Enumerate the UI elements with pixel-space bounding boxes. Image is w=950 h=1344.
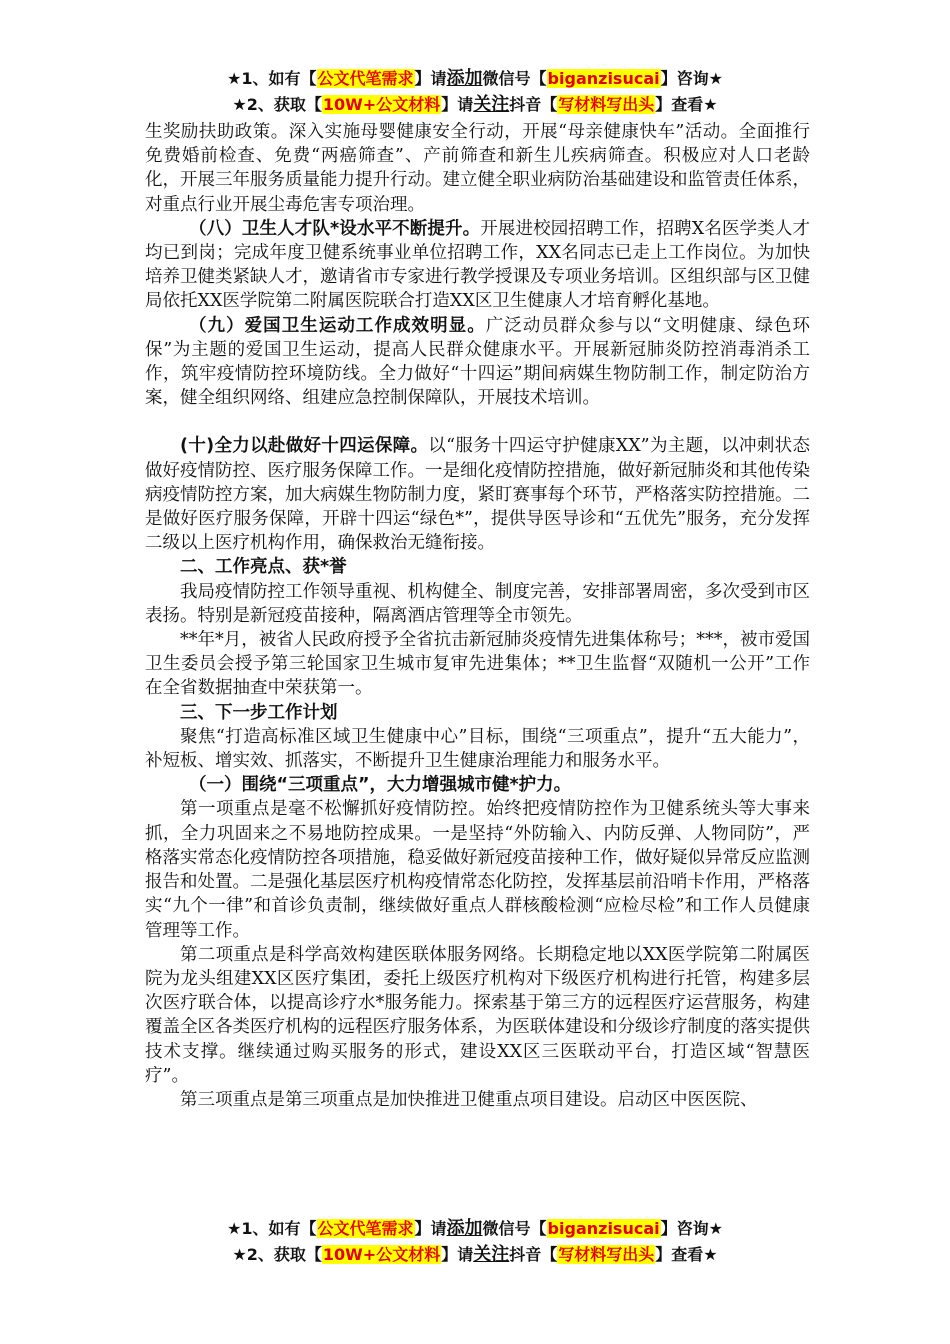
promo-highlight: 10W+公文材料 bbox=[322, 1245, 441, 1264]
subheading-1: （一）围绕“三项重点”，大力增强城市健*护力。 bbox=[189, 775, 572, 796]
promo-banner-top-line1: ★1、如有【公文代笔需求】请添加微信号【biganzisucai】咨询★ bbox=[227, 68, 723, 89]
promo-underline: 关注 bbox=[473, 94, 510, 115]
section-10: (十)全力以赴做好十四运保障。以“服务十四运守护健康XX”为主题，以冲刺状态做好疫情防控、医疗服务保障工作。一是细化疫情防控措施，做好新冠肺炎和其他传染病疫情防控方案，加大病媒生物防制力度，紧盯赛事每个环节，严格落实防控措施。二是做好医疗服务保障，开辟十四运“绿色*”，提供导医导诊和“五优先”服务，充分发挥二级以上医疗机构作用，确保救治无缝衔接。 bbox=[145, 436, 810, 554]
blank-line bbox=[145, 410, 810, 434]
section-heading: （九）爱国卫生运动工作成效明显。 bbox=[189, 315, 486, 336]
promo-wechat-id: biganzisucai bbox=[547, 69, 660, 88]
heading-2: 二、工作亮点、获*誉 bbox=[180, 557, 347, 578]
promo-douyin-id: 写材料写出头 bbox=[558, 95, 655, 114]
promo-banner-top-line2: ★2、获取【10W+公文材料】请关注抖音【写材料写出头】查看★ bbox=[232, 94, 718, 115]
section-9: （九）爱国卫生运动工作成效明显。广泛动员群众参与以“文明健康、绿色环保”为主题的爱国卫生运动，提高人民群众健康水平。开展新冠肺炎防控消毒消杀工作，筑牢疫情防控环境防线。全力做好“十四运”期间病媒生物防制工作，制定防治方案，健全组织网络、组建应急控制保障队，开展技术培训。 bbox=[145, 315, 810, 409]
promo-douyin-id: 写材料写出头 bbox=[558, 1245, 655, 1264]
section-heading: (十)全力以赴做好十四运保障。 bbox=[180, 436, 429, 457]
paragraph: 生奖励扶助政策。深入实施母婴健康安全行动，开展“母亲健康快车”活动。全面推行免费婚前检查、免费“两癌筛查”、产前筛查和新生儿疾病筛查。积极应对人口老龄化，开展三年服务质量能力提升行动。建立健全职业病防治基础建设和监管责任体系，对重点行业开展尘毒危害专项治理。 bbox=[145, 122, 810, 215]
section-heading: （八）卫生人才队*设水平不断提升。 bbox=[189, 218, 481, 239]
promo-underline: 添加 bbox=[446, 1218, 483, 1239]
paragraph: **年*月，被省人民政府授予全省抗击新冠肺炎疫情先进集体称号；***，被市爱国卫生委员会授予第三轮国家卫生城市复审先进集体；**卫生监督“双随机一公开”工作在全省数据抽查中荣获第一。 bbox=[145, 630, 810, 699]
promo-highlight: 公文代笔需求 bbox=[317, 1219, 414, 1238]
promo-banner-bottom-line2: ★2、获取【10W+公文材料】请关注抖音【写材料写出头】查看★ bbox=[232, 1244, 718, 1265]
promo-wechat-id: biganzisucai bbox=[547, 1219, 660, 1238]
paragraph: 第三项重点是第三项重点是加快推进卫健重点项目建设。启动区中医医院、 bbox=[180, 1089, 758, 1110]
paragraph: 第一项重点是毫不松懈抓好疫情防控。始终把疫情防控作为卫健系统头等大事来抓，全力巩固来之不易地防控成果。一是坚持“外防输入、内防反弹、人物同防”，严格落实常态化疫情防控各项措施，稳妥做好新冠疫苗接种工作，做好疑似异常反应监测报告和处置。二是强化基层医疗机构疫情常态化防控，发挥基层前沿哨卡作用，严格落实“九个一律”和首诊负责制，继续做好重点人群核酸检测“应检尽检”和工作人员健康管理等工作。 bbox=[145, 799, 810, 941]
promo-banner-bottom-line1: ★1、如有【公文代笔需求】请添加微信号【biganzisucai】咨询★ bbox=[227, 1218, 723, 1239]
promo-highlight: 10W+公文材料 bbox=[322, 95, 441, 114]
paragraph: 第二项重点是科学高效构建医联体服务网络。长期稳定地以XX医学院第二附属医院为龙头组建XX区医疗集团，委托上级医疗机构对下级医疗机构进行托管，构建多层次医疗联合体，以提高诊疗水*服务能力。探索基于第三方的远程医疗运营服务，构建覆盖全区各类医疗机构的远程医疗服务体系，为医联体建设和分级诊疗制度的落实提供技术支撑。继续通过购买服务的形式，建设XX区三医联动平台，打造区域“智慧医疗”。 bbox=[145, 944, 810, 1086]
paragraph: 我局疫情防控工作领导重视、机构健全、制度完善，安排部署周密，多次受到市区表扬。特别是新冠疫苗接种，隔离酒店管理等全市领先。 bbox=[145, 581, 810, 626]
paragraph: 聚焦“打造高标准区域卫生健康中心”目标，围绕“三项重点”，提升“五大能力”，补短板、增实效、抓落实，不断提升卫生健康治理能力和服务水平。 bbox=[145, 726, 810, 772]
promo-highlight: 公文代笔需求 bbox=[317, 69, 414, 88]
promo-underline: 添加 bbox=[446, 68, 483, 89]
promo-underline: 关注 bbox=[473, 1244, 510, 1265]
heading-3: 三、下一步工作计划 bbox=[180, 702, 338, 723]
section-8: （八）卫生人才队*设水平不断提升。开展进校园招聘工作，招聘X名医学类人才均已到岗；完成年度卫健系统事业单位招聘工作，XX名同志已走上工作岗位。为加快培养卫健类紧缺人才，邀请省市专家进行教学授课及专项业务培训。区组织部与区卫健局依托XX医学院第二附属医院联合打造XX区卫生健康人才培育孵化基地。 bbox=[145, 218, 810, 312]
document-body bbox=[145, 120, 810, 1112]
